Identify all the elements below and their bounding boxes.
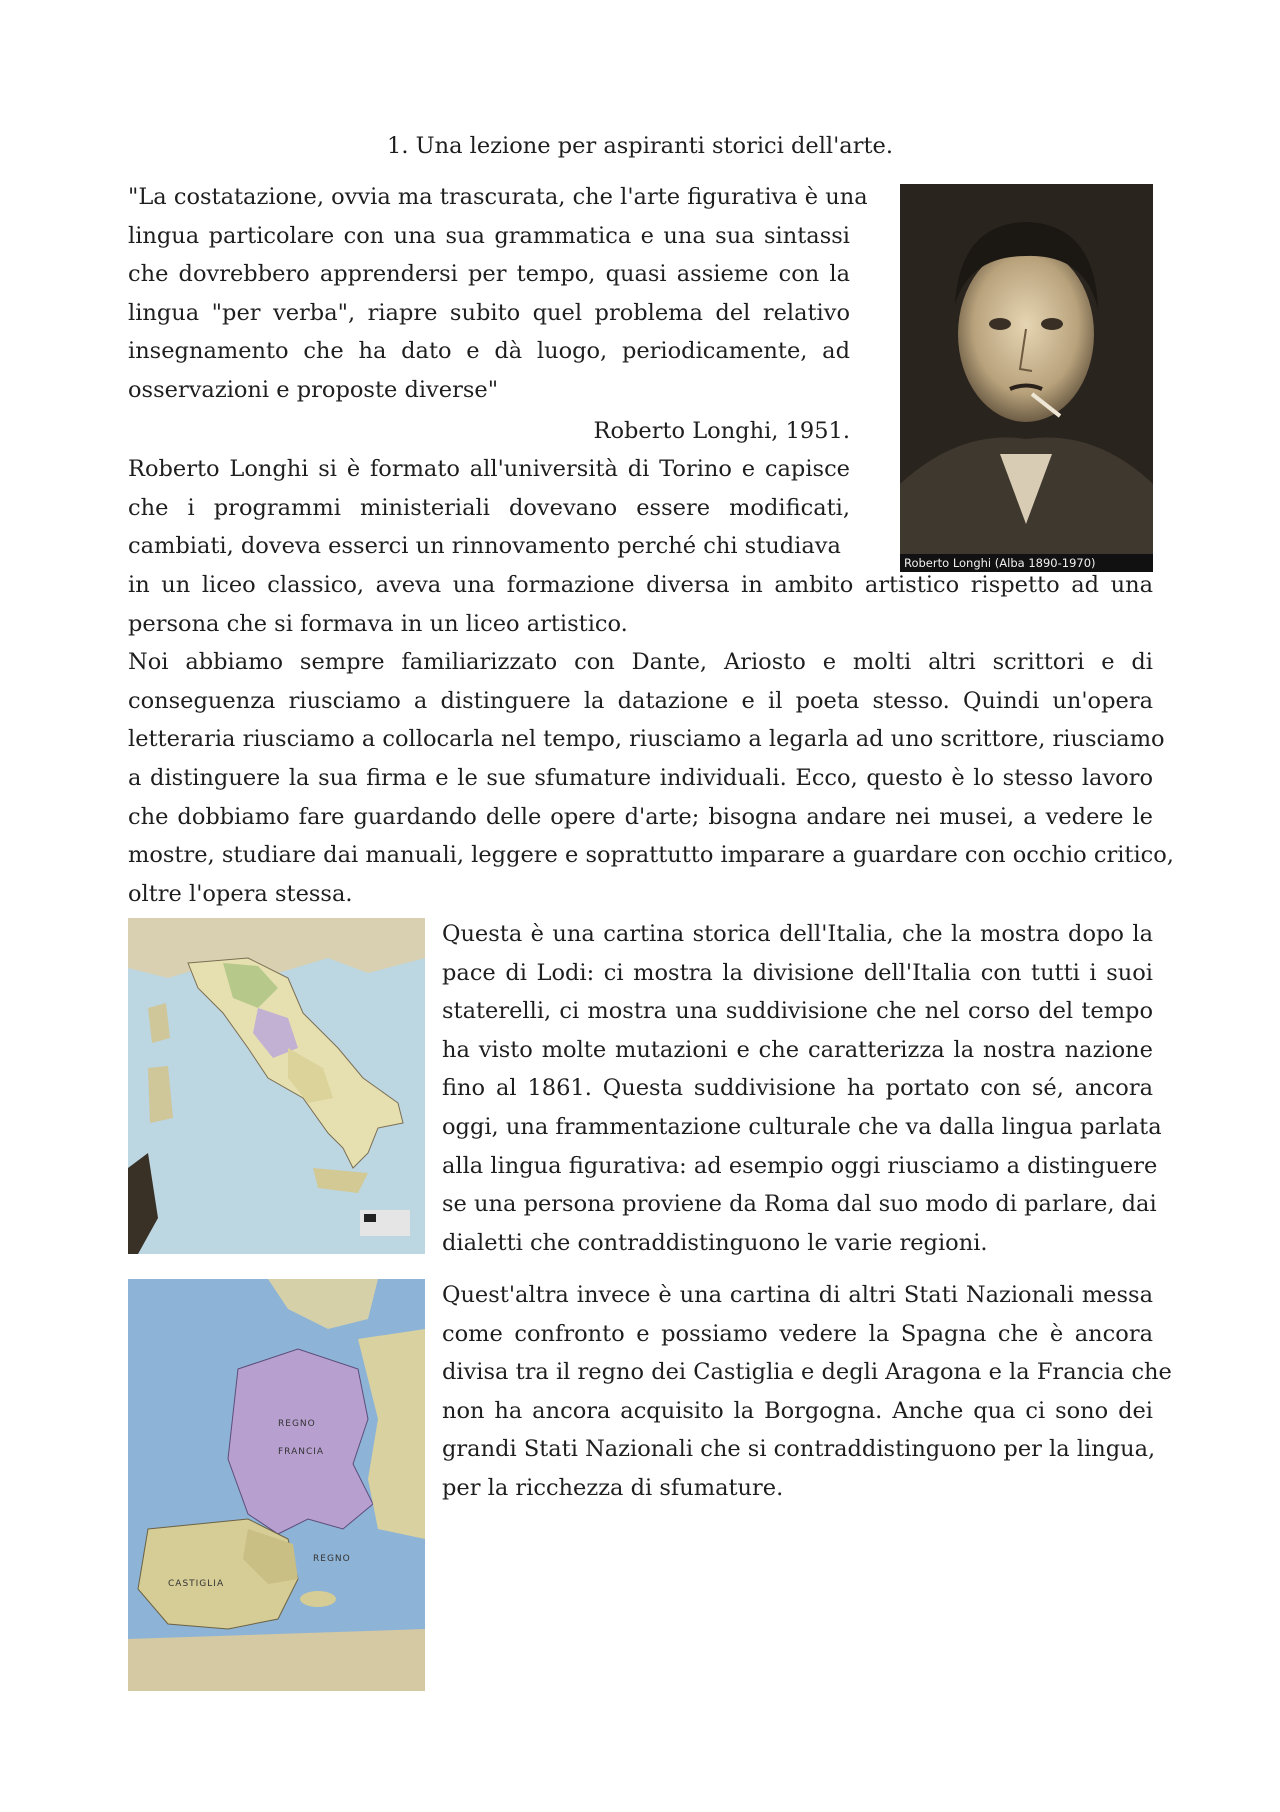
map-label: REGNO (313, 1554, 351, 1564)
italy-map-drawing (128, 918, 425, 1254)
bio-paragraph (128, 450, 850, 566)
map2-line: Quest'altra invece è una cartina di altri Stati Nazionali messa (442, 1282, 1153, 1308)
portrait-photo (900, 184, 1153, 572)
quote-line: lingua "per verba", riapre subito quel problema del relativo (128, 299, 850, 326)
map2-line: come confronto e possiamo vedere la Spagna che è ancora (442, 1320, 1153, 1347)
europe-map-image (128, 1279, 425, 1691)
map-label: REGNO (278, 1419, 316, 1429)
map1-line: dialetti che contraddistinguono le varie regioni. (442, 1229, 988, 1256)
italy-map-image (128, 918, 425, 1254)
body-line: a distinguere la sua firma e le sue sfumature individuali. Ecco, questo è lo stesso lavoro (128, 764, 1153, 791)
map-label: FRANCIA (278, 1447, 325, 1457)
body-line: mostre, studiare dai manuali, leggere e soprattutto imparare a guardare con occhio critico, (128, 842, 1174, 869)
portrait-caption: Roberto Longhi (Alba 1890-1970) (900, 554, 1153, 572)
map1-line: fino al 1861. Questa suddivisione ha portato con sé, ancora (442, 1075, 1153, 1102)
bio-line: Roberto Longhi si è formato all'università di Torino e capisce (128, 456, 850, 482)
body-line: conseguenza riusciamo a distinguere la datazione e il poeta stesso. Quindi un'opera (128, 687, 1153, 714)
europe-map-drawing (128, 1279, 425, 1691)
map2-line: per la ricchezza di sfumature. (442, 1474, 784, 1501)
bio-line: che i programmi ministeriali dovevano essere modificati, (128, 494, 850, 521)
quote-line: lingua particolare con una sua grammatica e una sua sintassi (128, 222, 850, 249)
body-line: persona che si formava in un liceo artistico. (128, 610, 628, 637)
body-line: letteraria riusciamo a collocarla nel tempo, riusciamo a legarla ad uno scrittore, riusciamo (128, 726, 1165, 753)
longhi-quote (128, 178, 868, 410)
body-line: Noi abbiamo sempre familiarizzato con Dante, Ariosto e molti altri scrittori e di (128, 649, 1153, 676)
map2-line: non ha ancora acquisito la Borgogna. Anche qua ci sono dei (442, 1397, 1153, 1424)
map1-line: oggi, una frammentazione culturale che va dalla lingua parlata (442, 1113, 1162, 1140)
quote-line: "La costatazione, ovvia ma trascurata, che l'arte figurativa è una (128, 184, 868, 210)
body-paragraph (128, 566, 1174, 913)
map1-line: pace di Lodi: ci mostra la divisione dell'Italia con tutti i suoi (442, 959, 1153, 986)
portrait-figure (900, 184, 1153, 554)
map-label: CASTIGLIA (168, 1579, 225, 1589)
body-line: che dobbiamo fare guardando delle opere d'arte; bisogna andare nei musei, a vedere le (128, 803, 1153, 830)
italy-map-paragraph (442, 915, 1162, 1262)
quote-line: osservazioni e proposte diverse" (128, 376, 499, 403)
map1-line: se una persona proviene da Roma dal suo modo di parlare, dai (442, 1191, 1157, 1218)
quote-line: che dovrebbero apprendersi per tempo, quasi assieme con la (128, 261, 850, 288)
quote-line: insegnamento che ha dato e dà luogo, periodicamente, ad (128, 338, 850, 365)
body-line: in un liceo classico, aveva una formazione diversa in ambito artistico rispetto ad una (128, 572, 1153, 598)
map1-line: Questa è una cartina storica dell'Italia, che la mostra dopo la (442, 921, 1153, 947)
page-title: 1. Una lezione per aspiranti storici dell'arte. (387, 133, 893, 159)
europe-map-paragraph (442, 1276, 1172, 1508)
map2-line: divisa tra il regno dei Castiglia e degli Aragona e la Francia che (442, 1359, 1172, 1386)
body-line: oltre l'opera stessa. (128, 880, 353, 907)
map2-line: grandi Stati Nazionali che si contraddistinguono per la lingua, (442, 1436, 1156, 1463)
map1-line: alla lingua figurativa: ad esempio oggi riusciamo a distinguere (442, 1152, 1158, 1179)
map1-line: staterelli, ci mostra una suddivisione che nel corso del tempo (442, 998, 1153, 1025)
quote-signature: Roberto Longhi, 1951. (593, 418, 850, 444)
map1-line: ha visto molte mutazioni e che caratterizza la nostra nazione (442, 1036, 1153, 1063)
bio-line: cambiati, doveva esserci un rinnovamento perché chi studiava (128, 533, 841, 560)
